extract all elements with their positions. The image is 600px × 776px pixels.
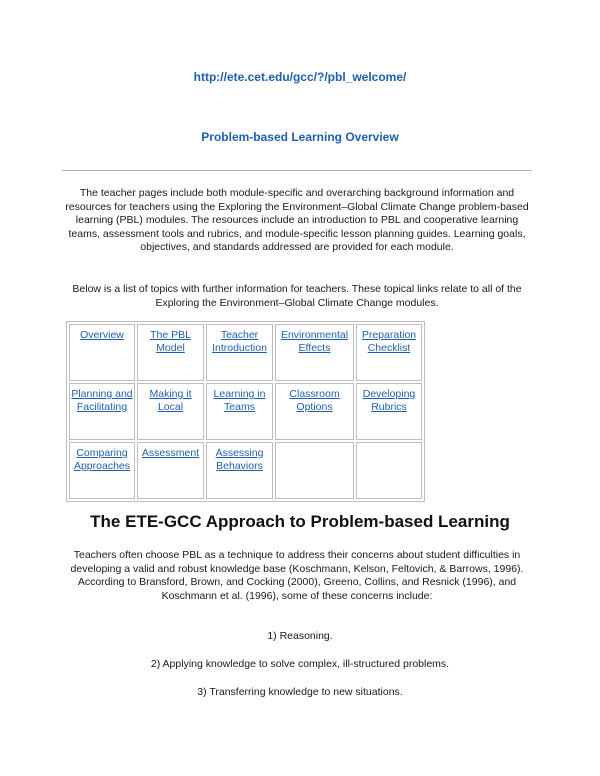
topic-link-comparing-approaches[interactable]: Comparing Approaches <box>73 447 131 472</box>
topic-link-learning-in-teams[interactable]: Learning in Teams <box>213 388 266 413</box>
topic-cell <box>356 383 422 440</box>
concern-item: 1) Reasoning. <box>267 630 333 642</box>
concern-item: 2) Applying knowledge to solve complex, ill-structured problems. <box>150 658 450 670</box>
topics-intro-paragraph: Below is a list of topics with further information for teachers. These topical links relate to all of the Exploring the Environment–Global Climate Change modules. <box>72 283 522 309</box>
topic-cell <box>137 324 204 381</box>
topic-cell <box>206 442 273 499</box>
topic-cell-empty <box>356 442 422 499</box>
topic-cell <box>69 442 135 499</box>
topic-cell <box>275 324 354 381</box>
topic-cell <box>356 324 422 381</box>
intro-paragraph: The teacher pages include both module-specific and overarching background information and resources for teachers using the Exploring the Environment–Global Climate Change problem-based learning (PBL) modules. The resources include an introduction to PBL and cooperative learning teams, assessment tools and rubrics, and module-specific lesson planning guides. Learning goals, objectives, and standards addressed are provided for each module. <box>65 187 529 254</box>
topic-link-preparation-checklist[interactable]: Preparation Checklist <box>361 329 417 354</box>
topic-link-environmental-effects[interactable]: Environmental Effects <box>280 329 349 354</box>
approach-paragraph: Teachers often choose PBL as a technique to address their concerns about student difficulties in developing a valid and robust knowledge base (Koschmann, Kelson, Feltovich, & Barrows, 1996). According to Bransford, Brown, and Cocking (2000), Greeno, Collins, and Resnick (1996), and Koschmann et al. (1996), some of these concerns include: <box>70 549 524 602</box>
topic-link-assessment[interactable]: Assessment <box>141 447 200 459</box>
topic-cell <box>137 383 204 440</box>
topic-cell <box>275 383 354 440</box>
topics-table <box>66 321 425 502</box>
page-url[interactable]: http://ete.cet.edu/gcc/?/pbl_welcome/ <box>193 70 407 84</box>
topic-cell <box>137 442 204 499</box>
topic-link-classroom-options[interactable]: Classroom Options <box>289 388 340 413</box>
topic-link-overview[interactable]: Overview <box>80 329 124 341</box>
page-title: Problem-based Learning Overview <box>201 130 399 144</box>
topic-link-assessing-behaviors[interactable]: Assessing Behaviors <box>215 447 264 472</box>
topic-link-pbl-model[interactable]: The PBL Model <box>150 329 191 354</box>
topic-link-making-it-local[interactable]: Making it Local <box>149 388 192 413</box>
topic-cell <box>206 383 273 440</box>
divider <box>62 170 532 171</box>
topic-link-teacher-introduction[interactable]: Teacher Introduction <box>212 329 267 354</box>
concern-item: 3) Transferring knowledge to new situations. <box>197 686 403 698</box>
topic-cell-empty <box>275 442 354 499</box>
topic-link-planning-facilitating[interactable]: Planning and Facilitating <box>71 388 133 413</box>
topic-link-developing-rubrics[interactable]: Developing Rubrics <box>362 388 416 413</box>
topic-cell <box>69 324 135 381</box>
topic-cell <box>206 324 273 381</box>
topic-cell <box>69 383 135 440</box>
approach-heading: The ETE-GCC Approach to Problem-based Learning <box>90 512 510 531</box>
